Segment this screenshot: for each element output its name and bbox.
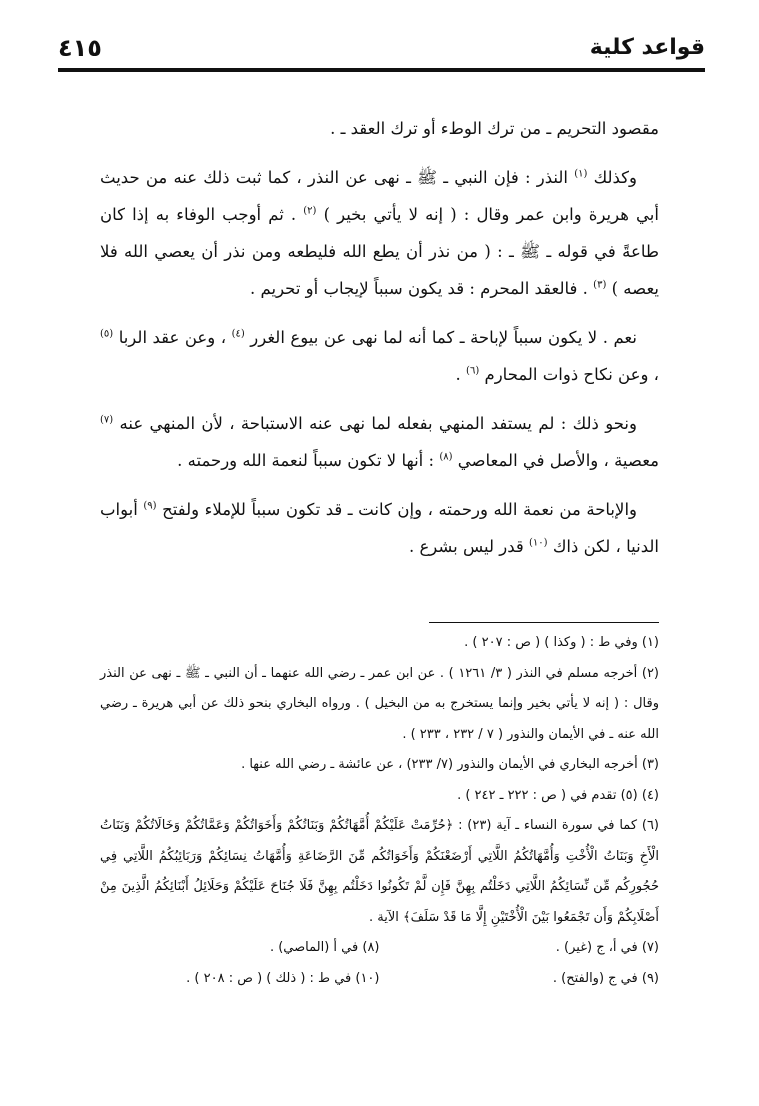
paragraph-text: مقصود التحريم ـ من ترك الوطء أو ترك العقد ـ .: [330, 119, 659, 138]
running-title: قواعد كلية: [589, 35, 705, 60]
paragraph-text: .: [455, 365, 461, 384]
footnote-1: (١) وفي ط : ( وكذا ) ( ص : ٢٠٧ ) .: [464, 635, 659, 650]
footnote-separator: [429, 622, 659, 623]
footnote-ref[interactable]: (٧): [100, 414, 114, 426]
header-rule: [58, 68, 705, 72]
paragraph-text: ، وعن نكاح ذوات المحارم: [484, 365, 659, 384]
footnote-ref[interactable]: (٦): [466, 365, 480, 377]
footnote-ref[interactable]: (١٠): [529, 537, 548, 549]
paragraph-1: [100, 110, 659, 147]
paragraph-text: : أنها لا تكون سبباً لنعمة الله ورحمته .: [177, 451, 435, 470]
footnote-ref[interactable]: (٢): [303, 205, 317, 217]
paragraph-text: والإباحة من نعمة الله ورحمته ، وإن كانت ـ قد تكون سبباً للإملاء ولفتح: [162, 500, 637, 519]
paragraph-4: [100, 405, 659, 479]
paragraph-text: ، وعن عقد الربا: [118, 328, 227, 347]
paragraph-text: . فالعقد المحرم : قد يكون سبباً لإيجاب أو تحريم .: [250, 279, 588, 298]
paragraph-3: [100, 319, 659, 393]
footnote-ref[interactable]: (١): [574, 168, 588, 180]
footnote-ref[interactable]: (٣): [593, 279, 607, 291]
footnote-6: (٦) كما في سورة النساء ـ آية (٢٣) : ﴿حُرِّمَتْ عَلَيْكُمْ أُمَّهَاتُكُمْ وَبَنَاتُكُمْ وَأَخَوَاتُكُمْ وَعَمَّاتُكُمْ وَخَالَاتُكُمْ وَبَنَاتُ الْأَخِ وَبَنَاتُ الْأُخْتِ وَأُمَّهَاتُكُمُ اللَّاتِي أَرْضَعْنَكُمْ وَأَخَوَاتُكُم مِّنَ الرَّضَاعَةِ وَأُمَّهَاتُ نِسَائِكُمْ وَرَبَائِبُكُمُ اللَّاتِي فِي حُجُورِكُم مِّن نِّسَائِكُمُ اللَّاتِي دَخَلْتُم بِهِنَّ فَإِن لَّمْ تَكُونُوا دَخَلْتُم بِهِنَّ فَلَا جُنَاحَ عَلَيْكُمْ وَحَلَائِلُ أَبْنَائِكُمُ الَّذِينَ مِنْ أَصْلَابِكُمْ وَأَن تَجْمَعُوا بَيْنَ الْأُخْتَيْنِ إِلَّا مَا قَدْ سَلَفَ﴾ الآية .: [100, 818, 659, 925]
footnote-8: (٨) في أ (الماصي) .: [269, 940, 380, 955]
paragraph-2: [100, 159, 659, 307]
paragraph-text: ونحو ذلك : لم يستفد المنهي بفعله لما نهى عنه الاستباحة ، لأن المنهي عنه: [119, 414, 637, 433]
page-header: [58, 32, 705, 70]
paragraph-text: نعم . لا يكون سبباً لإباحة ـ كما أنه لما نهى عن بيوع الغرر: [250, 328, 637, 347]
paragraph-text: النذر : فإن النبي ـ ﷺ ـ نهى عن النذر ، كما ثبت ذلك عنه من حديث أبي هريرة وابن عمر وقال : ( إنه لا يأتي بخير ): [100, 168, 659, 224]
footnote-row: [100, 933, 659, 964]
footnote-2: (٢) أخرجه مسلم في النذر ( ٣/ ١٢٦١ ) . عن ابن عمر ـ رضي الله عنهما ـ أن النبي ـ ﷺ ـ نهى عن النذر وقال : ( إنه لا يأتي بخير وإنما يستخرج به من البخيل ) . ورواه البخاري بنحو ذلك عن أبي هريرة ـ رضي الله عنه ـ في الأيمان والنذور ( ٧ / ٢٣٢ ، ٢٣٣ ) .: [100, 665, 659, 742]
paragraph-text: أبواب الدنيا ، لكن ذاك: [100, 500, 659, 556]
paragraph-text: معصية ، والأصل في المعاصي: [457, 451, 659, 470]
footnote-ref[interactable]: (٥): [100, 328, 114, 340]
paragraph-5: [100, 491, 659, 565]
page-number: ٤١٥: [58, 34, 102, 62]
footnote-row: [100, 964, 659, 995]
footnote-3: (٣) أخرجه البخاري في الأيمان والنذور (٧/ ٢٣٣) ، عن عائشة ـ رضي الله عنها .: [241, 757, 659, 772]
paragraph-text: . ثم أوجب الوفاء به إذا كان طاعةً في قوله ـ ﷺ ـ : ( من نذر أن يطع الله فليطعه ومن نذر أن يعصي الله فلا يعصه ): [100, 205, 659, 298]
footnote-9: (٩) في ج (والفتح) .: [552, 970, 659, 986]
footnote-4-5: (٤) (٥) تقدم في ( ص : ٢٢٢ ـ ٢٤٢ ) .: [457, 787, 659, 803]
footnote-10: (١٠) في ط : ( ذلك ) ( ص : ٢٠٨ ) .: [186, 970, 380, 986]
footnotes: [100, 628, 659, 994]
paragraph-text: قدر ليس بشرع .: [408, 537, 524, 556]
paragraph-text: وكذلك: [593, 168, 637, 187]
footnote-ref[interactable]: (٩): [143, 500, 157, 512]
footnote-7: (٧) في أ، ج (غير) .: [555, 940, 659, 955]
main-text: [100, 110, 659, 577]
footnote-ref[interactable]: (٨): [439, 451, 453, 463]
footnote-ref[interactable]: (٤): [231, 328, 245, 340]
